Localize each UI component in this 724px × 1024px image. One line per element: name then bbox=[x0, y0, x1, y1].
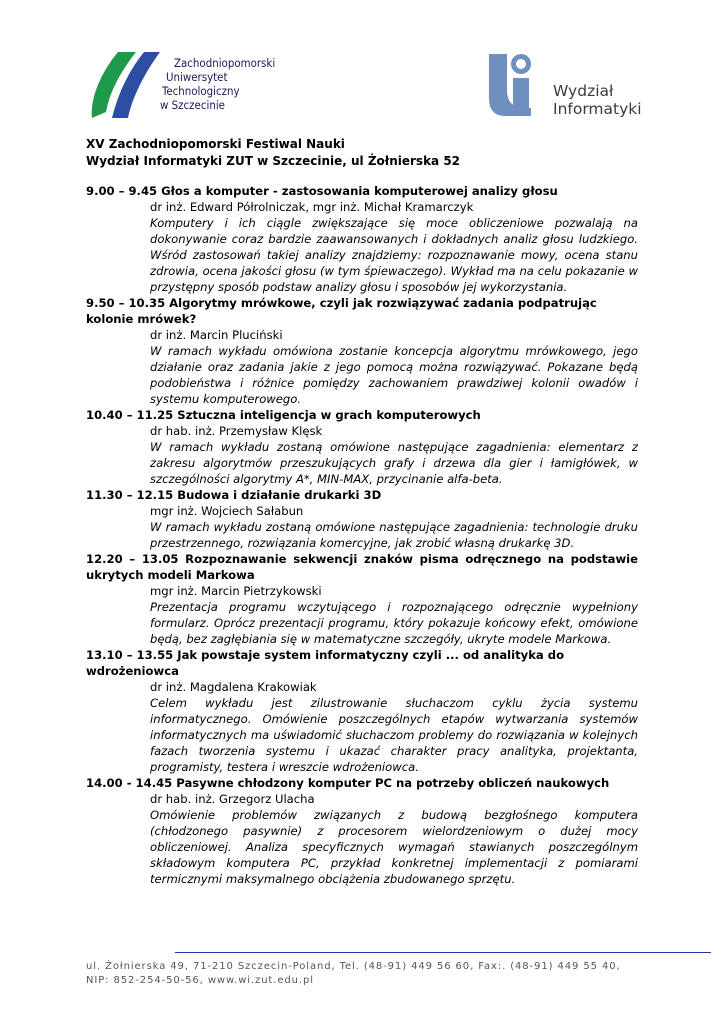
wi-logo-line-2: Informatyki bbox=[553, 100, 642, 118]
entry-description: W ramach wykładu zostaną omówione następujące zagadnienia: technologie druku przestrzennego, rozwiązania komercyjne, jak zrobić własną drukarkę 3D. bbox=[150, 520, 638, 550]
zut-logo bbox=[84, 50, 274, 122]
entry-title: 9.50 – 10.35 Algorytmy mrówkowe, czyli jak rozwiązywać zadania podpatrując kolonie mrówek? bbox=[86, 296, 597, 326]
entry-title: 13.10 – 13.55 Jak powstaje system informatyczny czyli ... od analityka do wdrożeniowca bbox=[86, 648, 565, 678]
program-list bbox=[86, 183, 638, 887]
entry-title: 11.30 – 12.15 Budowa i działanie drukarki 3D bbox=[86, 488, 382, 502]
entry-speakers: dr inż. Magdalena Krakowiak bbox=[150, 680, 317, 694]
footer-nip-website: NIP: 852-254-50-56, www.wi.zut.edu.pl bbox=[86, 975, 314, 986]
zut-logo-line-2: Uniwersytet bbox=[166, 70, 228, 84]
entry-description: W ramach wykładu zostaną omówione następujące zagadnienia: elementarz z zakresu algorytmów przeszukujących grafy i drzewa dla gier i łamigłówek, w szczególności algorytmy A*, MIN-MAX, przycinanie alfa-beta. bbox=[150, 440, 638, 486]
wi-emblem-icon bbox=[487, 50, 537, 116]
footer-address: ul. Żołnierska 49, 71-210 Szczecin-Poland, Tel. (48-91) 449 56 60, Fax:. (48-91) 449 55 40, bbox=[86, 961, 621, 972]
wi-logo bbox=[487, 50, 657, 120]
zut-logo-line-4: w Szczecinie bbox=[160, 98, 225, 112]
entry-speakers: mgr inż. Wojciech Sałabun bbox=[150, 504, 304, 518]
entry-title: 14.00 - 14.45 Pasywne chłodzony komputer PC na potrzeby obliczeń naukowych bbox=[86, 776, 610, 790]
entry-speakers: dr hab. inż. Przemysław Klęsk bbox=[150, 424, 323, 438]
festival-title: XV Zachodniopomorski Festiwal Nauki bbox=[86, 137, 345, 151]
footer-contact bbox=[86, 960, 621, 988]
program-entry bbox=[86, 487, 638, 551]
program-entry bbox=[86, 183, 638, 295]
program-entry bbox=[86, 551, 638, 647]
entry-description: Prezentacja programu wczytującego i rozpoznającego odręcznie wypełniony formularz. Oprócz prezentacji programu, który pokazuje końcowy efekt, omówione będą, bez zagłębiania się w matematyczne szczegóły, ukryte modele Markowa. bbox=[150, 600, 638, 646]
zut-emblem-icon bbox=[84, 50, 170, 122]
program-entry bbox=[86, 295, 638, 407]
entry-description: Celem wykładu jest zilustrowanie słuchaczom cyklu życia systemu informatycznego. Omówienie poszczególnych etapów wytwarzania systemów informatycznych ma uświadomić słuchaczom problemy do rozwiązania w kolejnych fazach tworzenia systemu i ukazać charakter pracy analityka, projektanta, programisty, testera i wreszcie wdrożeniowca. bbox=[150, 696, 638, 774]
zut-logo-line-3: Technologiczny bbox=[162, 84, 240, 98]
venue-line: Wydział Informatyki ZUT w Szczecinie, ul Żołnierska 52 bbox=[86, 154, 461, 168]
entry-description: W ramach wykładu omówiona zostanie koncepcja algorytmu mrówkowego, jego działanie oraz zadania jakie z jego pomocą można rozwiązywać. Pokazane będą podobieństwa i różnice pomiędzy zachowaniem prawdziwej kolonii owadów i systemu komputerowego. bbox=[150, 344, 638, 406]
program-entry bbox=[86, 647, 638, 775]
entry-description: Omówienie problemów związanych z budową bezgłośnego komputera (chłodzonego pasywnie) z procesorem wielordzeniowym o dużej mocy obliczeniowej. Analiza specyficznych wymagań stawianych poszczególnym składowym komputera PC, przykład konkretnej implementacji z pomiarami termicznymi maksymalnego obciążenia zbudowanego sprzętu. bbox=[150, 808, 638, 886]
entry-speakers: dr hab. inż. Grzegorz Ulacha bbox=[150, 792, 315, 806]
wi-logo-line-1: Wydział bbox=[553, 82, 614, 100]
entry-speakers: dr inż. Marcin Pluciński bbox=[150, 328, 283, 342]
program-entry bbox=[86, 407, 638, 487]
entry-description: Komputery i ich ciągle zwiększające się moce obliczeniowe pozwalają na dokonywanie coraz bardzie zaawansowanych i dokładnych analiz głosu ludzkiego. Wśród zastosowań takiej analizy znajdziemy: rozpoznawanie mowy, ocena stanu zdrowia, ocena jakości głosu (w tym śpiewaczego). Wykład ma na celu pokazanie w przystępny sposób podstaw analizy głosu i sposobów jej wykorzystania. bbox=[150, 216, 638, 294]
entry-speakers: mgr inż. Marcin Pietrzykowski bbox=[150, 584, 322, 598]
entry-speakers: dr inż. Edward Półrolniczak, mgr inż. Michał Kramarczyk bbox=[150, 200, 474, 214]
footer-rule bbox=[175, 952, 711, 953]
entry-title: 12.20 – 13.05 Rozpoznawanie sekwencji znaków pisma odręcznego na podstawie ukrytych modeli Markowa bbox=[86, 552, 638, 582]
entry-title: 10.40 – 11.25 Sztuczna inteligencja w grach komputerowych bbox=[86, 408, 481, 422]
program-entry bbox=[86, 775, 638, 887]
entry-title: 9.00 – 9.45 Głos a komputer - zastosowania komputerowej analizy głosu bbox=[86, 184, 558, 198]
zut-logo-line-1: Zachodniopomorski bbox=[174, 56, 276, 70]
document-header bbox=[86, 136, 460, 170]
